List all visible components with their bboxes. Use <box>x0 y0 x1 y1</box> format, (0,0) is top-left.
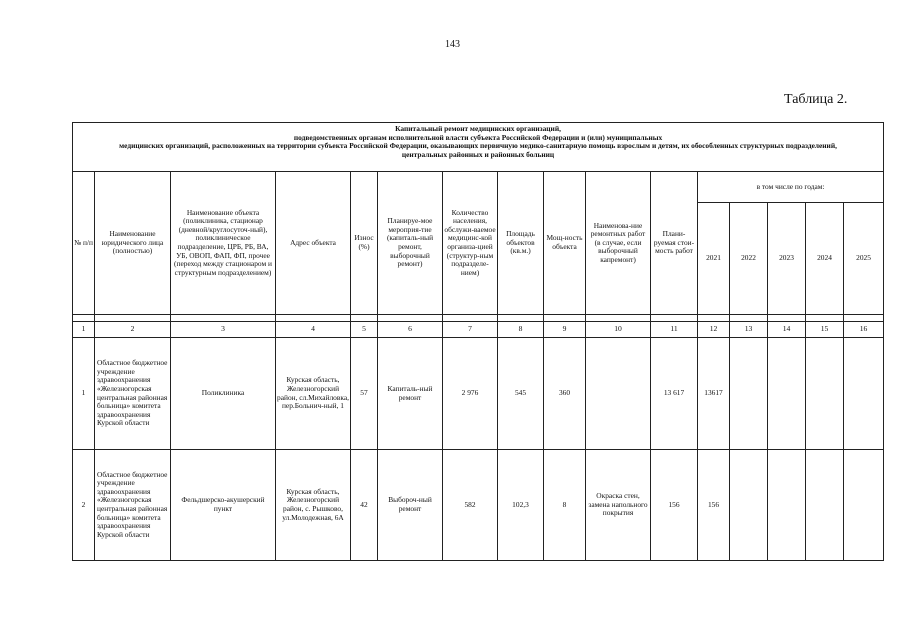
header-planned-measure: Планируе-мое мероприя-тие (капиталь-ный ремонт, выборочный ремонт) <box>378 172 443 315</box>
table-title-line: подведомственных органам исполнительной власти субъекта Российской Федерации и (или) муниципальных <box>293 132 663 142</box>
header-num: № п/п <box>73 172 95 315</box>
cell-repair-works: Окраска стен, замена напольного покрытия <box>586 450 651 561</box>
header-year-2025: 2025 <box>844 203 884 315</box>
cell-wear: 57 <box>351 338 378 450</box>
header-year-2021: 2021 <box>698 203 730 315</box>
cell-population: 2 976 <box>443 338 498 450</box>
table-row <box>73 338 884 450</box>
column-number: 15 <box>806 322 844 338</box>
cell-planned-cost: 156 <box>651 450 698 561</box>
column-number: 5 <box>351 322 378 338</box>
column-number: 11 <box>651 322 698 338</box>
column-number: 4 <box>276 322 351 338</box>
cell-year-2023 <box>768 338 806 450</box>
table-title <box>73 123 884 172</box>
cell-capacity: 8 <box>544 450 586 561</box>
column-number: 12 <box>698 322 730 338</box>
cell-year-2024 <box>806 338 844 450</box>
page-number: 143 <box>445 39 460 50</box>
header-object-name: Наименование объекта (поликлиника, стационар (дневной/круглосуточ-ный), поликлиническое подразделение, ЦРБ, РБ, ВА, УБ, ОВОП, ФАП, ФП, прочее (переход между стационаром и структурным подразделением) <box>171 172 276 315</box>
column-number: 13 <box>730 322 768 338</box>
column-number: 1 <box>73 322 95 338</box>
header-population: Количество населения, обслужи-ваемое медицинс-кой организа-цией (структур-ным подразделе-нием) <box>443 172 498 315</box>
header-year-2022: 2022 <box>730 203 768 315</box>
cell-year-2024 <box>806 450 844 561</box>
column-number: 10 <box>586 322 651 338</box>
cell-year-2025 <box>844 338 884 450</box>
table-title-line: центральных районных и районных больниц <box>401 150 555 160</box>
header-address: Адрес объекта <box>276 172 351 315</box>
cell-year-2022 <box>730 450 768 561</box>
cell-num: 2 <box>73 450 95 561</box>
table-title-line: Капитальный ремонт медицинских организаций, <box>395 124 561 133</box>
header-year-2024: 2024 <box>806 203 844 315</box>
column-number: 2 <box>95 322 171 338</box>
cell-year-2025 <box>844 450 884 561</box>
column-number: 16 <box>844 322 884 338</box>
cell-planned-measure: Выбороч-ный ремонт <box>378 450 443 561</box>
repair-table <box>72 122 884 561</box>
column-number-row <box>73 322 884 338</box>
column-number: 14 <box>768 322 806 338</box>
cell-legal-entity: Областное бюджетное учреждение здравоохранения «Железногорская центральная районная больница» комитета здравоохранения Курской области <box>95 450 171 561</box>
header-wear: Износ (%) <box>351 172 378 315</box>
cell-year-2022 <box>730 338 768 450</box>
cell-planned-measure: Капиталь-ный ремонт <box>378 338 443 450</box>
cell-address: Курская область, Железногорский район, сл.Михайловка, пер.Больнич-ный, 1 <box>276 338 351 450</box>
cell-area: 102,3 <box>498 450 544 561</box>
cell-legal-entity: Областное бюджетное учреждение здравоохранения «Железногорская центральная районная больница» комитета здравоохранения Курской области <box>95 338 171 450</box>
header-by-years: в том числе по годам: <box>698 172 884 203</box>
cell-object-name: Фельдшерско-акушерский пункт <box>171 450 276 561</box>
column-number: 9 <box>544 322 586 338</box>
header-area: Площадь объектов (кв.м.) <box>498 172 544 315</box>
cell-object-name: Поликлиника <box>171 338 276 450</box>
cell-capacity: 360 <box>544 338 586 450</box>
header-legal-entity: Наименование юридического лица (полностью) <box>95 172 171 315</box>
header-capacity: Мощ-ность объекта <box>544 172 586 315</box>
cell-population: 582 <box>443 450 498 561</box>
cell-address: Курская область, Железногорский район, с. Рышково, ул.Молодежная, 6А <box>276 450 351 561</box>
column-number: 3 <box>171 322 276 338</box>
header-repair-works: Наименова-ние ремонтных работ (в случае, если выборочный капремонт) <box>586 172 651 315</box>
cell-repair-works <box>586 338 651 450</box>
table-title-line: медицинских организаций, расположенных на территории субъекта Российской Федерации, оказывающих первичную медико-санитарную помощь взрослым и детям, их обособленных структурных подразделений, <box>119 141 837 151</box>
column-number: 8 <box>498 322 544 338</box>
cell-area: 545 <box>498 338 544 450</box>
cell-year-2021: 13617 <box>698 338 730 450</box>
column-number: 6 <box>378 322 443 338</box>
header-year-2023: 2023 <box>768 203 806 315</box>
column-number: 7 <box>443 322 498 338</box>
table-caption: Таблица 2. <box>784 92 848 107</box>
cell-wear: 42 <box>351 450 378 561</box>
table-row <box>73 450 884 561</box>
cell-planned-cost: 13 617 <box>651 338 698 450</box>
cell-year-2021: 156 <box>698 450 730 561</box>
cell-num: 1 <box>73 338 95 450</box>
header-planned-cost: Плани-руемая стои-мость работ <box>651 172 698 315</box>
cell-year-2023 <box>768 450 806 561</box>
header-spacer-row <box>73 315 884 322</box>
